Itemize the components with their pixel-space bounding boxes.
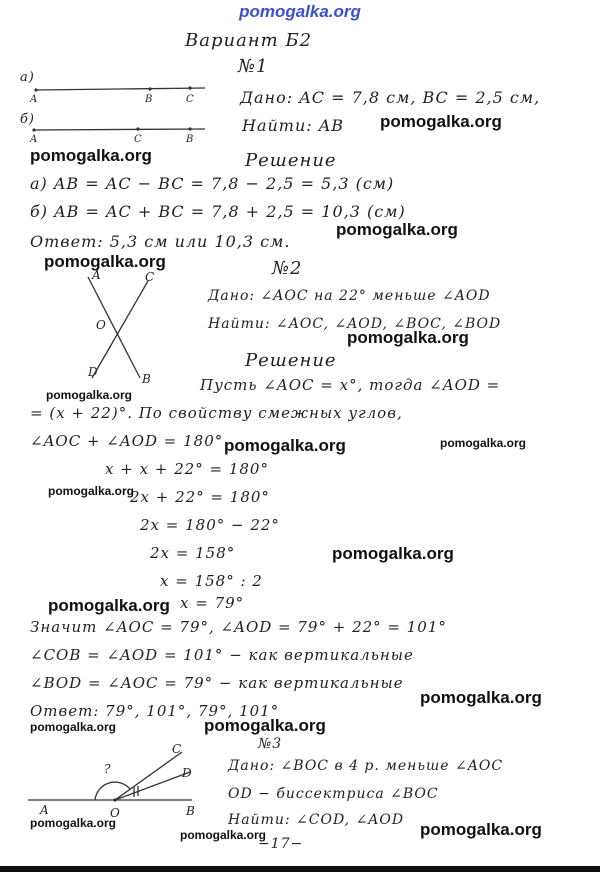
question-mark: ?: [104, 762, 112, 776]
point-c2: C: [134, 134, 143, 145]
watermark: pomogalka.org: [48, 596, 170, 615]
site-header-link[interactable]: pomogalka.org: [239, 2, 361, 21]
watermark: pomogalka.org: [380, 112, 502, 131]
segment-b: [34, 129, 205, 130]
problem1-answer: Ответ: 5,3 см или 10,3 см.: [30, 232, 291, 251]
problem1-given: Дано: AC = 7,8 см, BC = 2,5 см,: [240, 88, 541, 107]
problem2-line8: x = 158° : 2: [160, 572, 263, 590]
variant-title: Вариант Б2: [185, 30, 313, 51]
problem2-line9: x = 79°: [180, 594, 245, 612]
watermark: pomogalka.org: [30, 146, 152, 165]
watermark: pomogalka.org: [46, 388, 133, 402]
point-c-p3: C: [172, 742, 183, 756]
watermark: pomogalka.org: [48, 484, 135, 498]
problem3-number: №3: [258, 736, 283, 752]
problem2-solution-heading: Решение: [245, 350, 337, 371]
ray-oc-p3: [115, 752, 182, 800]
point-a-p2: A: [92, 268, 102, 282]
problem2-line1: Пусть ∠AOC = x°, тогда ∠AOD =: [200, 376, 501, 394]
point-b-p3: B: [186, 804, 196, 818]
point-a2: A: [30, 134, 39, 145]
watermark: pomogalka.org: [204, 716, 326, 735]
label-case-a: а): [20, 70, 35, 85]
problem2-line4: x + x + 22° = 180°: [105, 460, 269, 478]
point-c1: C: [186, 94, 195, 105]
watermark: pomogalka.org: [347, 328, 469, 347]
watermark: pomogalka.org: [420, 688, 542, 707]
point-d-p2: D: [88, 365, 99, 379]
problem2-number: №2: [272, 258, 303, 279]
watermark: pomogalka.org: [180, 828, 267, 842]
problem2-given: Дано: ∠AOC на 22° меньше ∠AOD: [208, 288, 491, 304]
watermark: pomogalka.org: [440, 436, 527, 450]
page-number: −17−: [258, 836, 304, 852]
watermark: pomogalka.org: [224, 436, 346, 455]
point-b2: B: [186, 134, 195, 145]
problem2-line7: 2x = 158°: [150, 544, 236, 562]
watermark: pomogalka.org: [30, 720, 117, 734]
watermark: pomogalka.org: [332, 544, 454, 563]
problem2-line2: = (x + 22)°. По свойству смежных углов,: [30, 404, 403, 422]
point-b-p2: B: [142, 372, 152, 386]
problem1-case-a-line: а) AB = AC − BC = 7,8 − 2,5 = 5,3 (см): [30, 174, 395, 193]
problem2-line3: ∠AOC + ∠AOD = 180°: [30, 432, 224, 450]
watermark: pomogalka.org: [44, 252, 166, 271]
problem2-line11: ∠COB = ∠AOD = 101° − как вертикальные: [30, 646, 414, 664]
problem2-line12: ∠BOD = ∠AOC = 79° − как вертикальные: [30, 674, 404, 692]
problem1-find: Найти: AB: [242, 116, 345, 135]
problem2-find: Найти: ∠AOC, ∠AOD, ∠BOC, ∠BOD: [208, 316, 502, 332]
problem3-find: Найти: ∠COD, ∠AOD: [228, 812, 405, 828]
problem2-answer: Ответ: 79°, 101°, 79°, 101°: [30, 702, 280, 720]
segment-a: [36, 88, 205, 90]
problem3-given: Дано: ∠BOC в 4 р. меньше ∠AOC: [228, 758, 504, 774]
watermark: pomogalka.org: [30, 816, 117, 830]
point-d-p3: D: [182, 766, 193, 780]
scan-bottom-edge: [0, 866, 600, 872]
point-c-p2: C: [145, 270, 156, 284]
watermark: pomogalka.org: [336, 220, 458, 239]
point-o-p3: O: [110, 806, 121, 820]
angle-arc-p3: [95, 782, 130, 800]
point-a-p3: A: [40, 803, 50, 817]
problem2-line5: 2x + 22° = 180°: [130, 488, 270, 506]
problem1-number: №1: [238, 56, 269, 77]
problem2-line10: Значит ∠AOC = 79°, ∠AOD = 79° + 22° = 101°: [30, 618, 447, 636]
watermark: pomogalka.org: [420, 820, 542, 839]
problem3-given-line2: OD − биссектриса ∠BOC: [228, 786, 439, 802]
problem1-case-b-line: б) AB = AC + BC = 7,8 + 2,5 = 10,3 (см): [30, 202, 406, 221]
point-a1: A: [30, 94, 39, 105]
point-o-p2: O: [96, 318, 107, 332]
problem2-line6: 2x = 180° − 22°: [140, 516, 280, 534]
label-case-b: б): [20, 112, 36, 127]
point-b1: B: [145, 94, 154, 105]
problem1-solution-heading: Решение: [245, 150, 337, 171]
